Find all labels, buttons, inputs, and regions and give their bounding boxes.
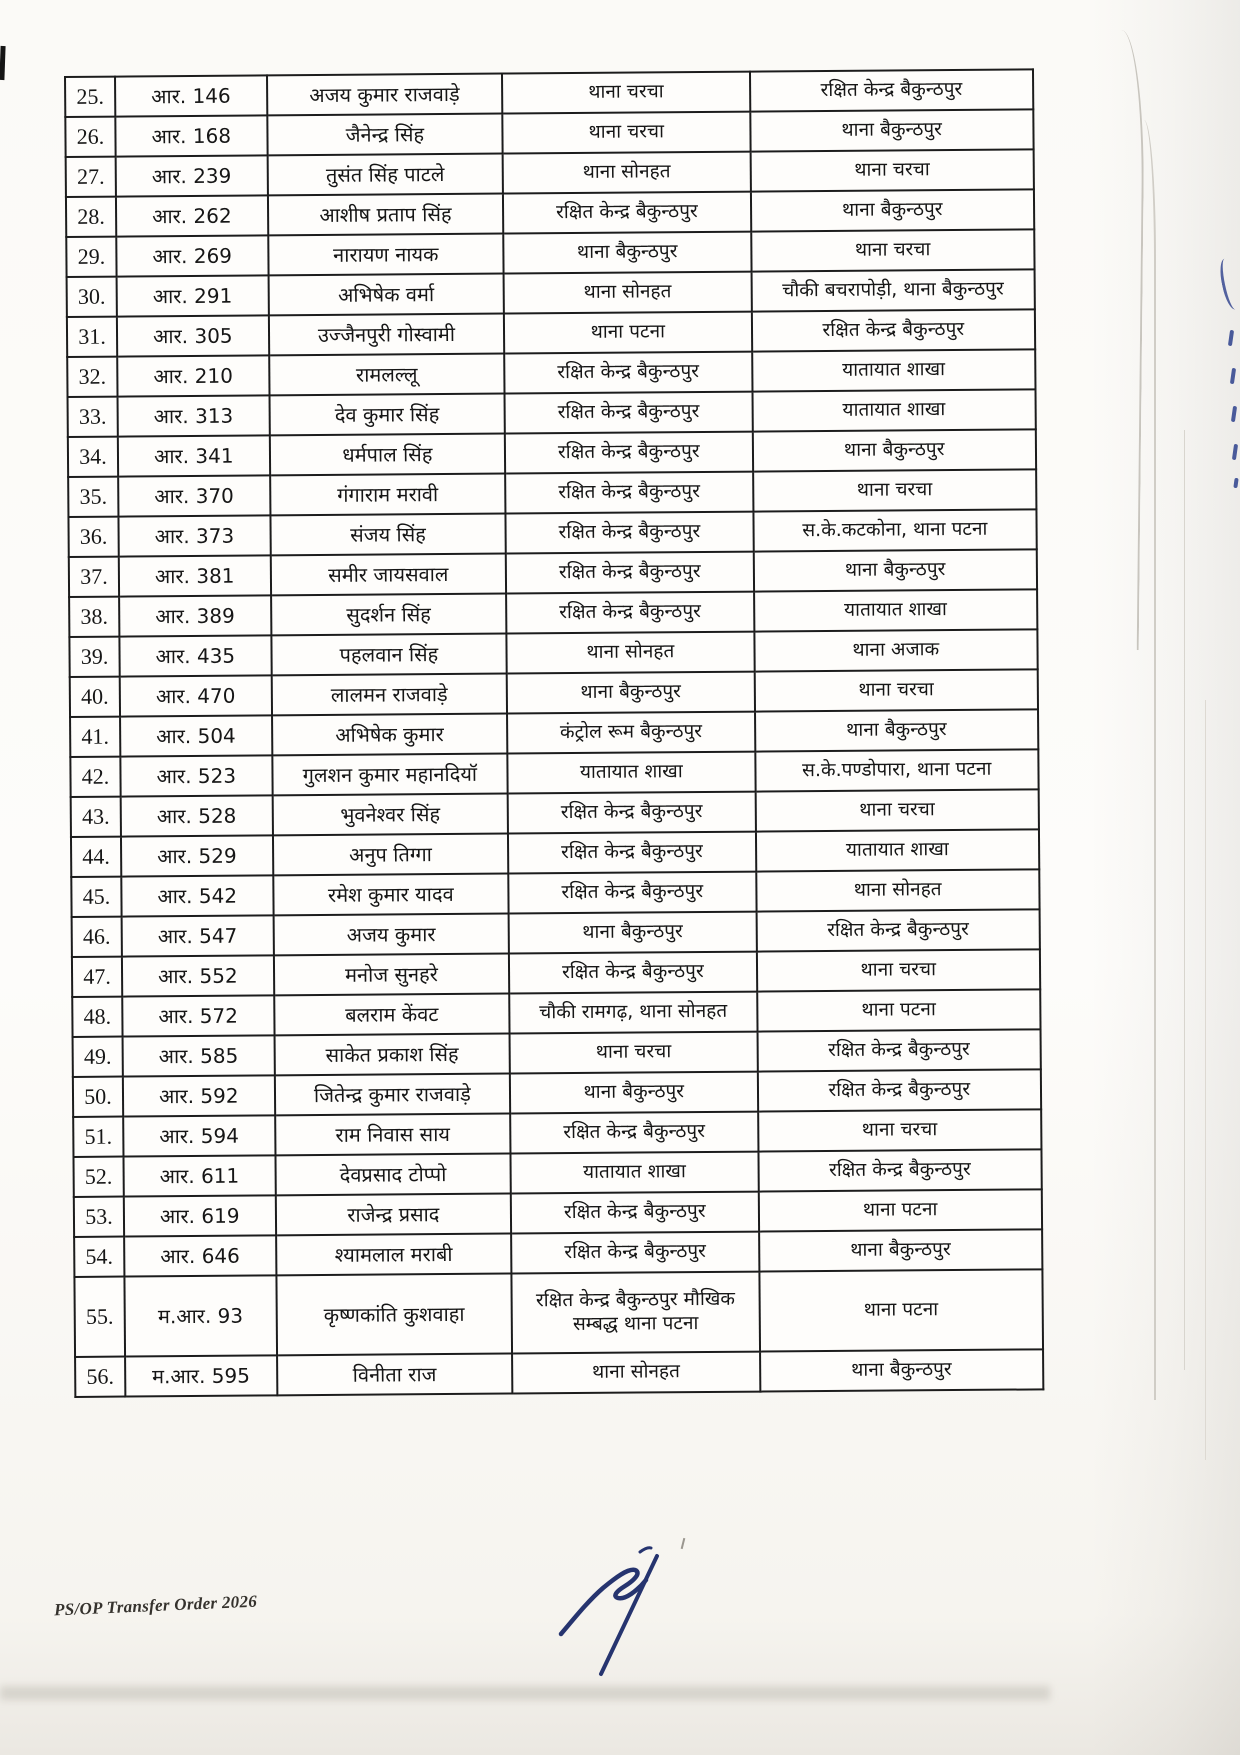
badge-number: आर. 210 bbox=[117, 355, 269, 396]
badge-number: आर. 435 bbox=[119, 635, 271, 676]
new-posting: थाना चरचा bbox=[756, 949, 1040, 991]
page-edge-line bbox=[1136, 120, 1156, 1400]
current-posting: रक्षित केन्द्र बैकुन्ठपुर bbox=[506, 592, 754, 634]
new-posting: स.के.कटकोना, थाना पटना bbox=[753, 509, 1037, 551]
badge-number: आर. 504 bbox=[120, 715, 272, 756]
badge-number: आर. 572 bbox=[122, 995, 274, 1036]
new-posting: यातायात शाखा bbox=[754, 589, 1038, 631]
current-posting: थाना बैकुन्ठपुर bbox=[510, 1072, 758, 1114]
person-name: बलराम केंवट bbox=[274, 994, 510, 1036]
badge-number: आर. 389 bbox=[119, 595, 271, 636]
current-posting: कंट्रोल रूम बैकुन्ठपुर bbox=[507, 712, 755, 754]
badge-number: आर. 370 bbox=[118, 475, 270, 516]
new-posting: थाना बैकुन्ठपुर bbox=[760, 1349, 1044, 1391]
current-posting: थाना सोनहत bbox=[503, 152, 751, 194]
person-name: देव कुमार सिंह bbox=[269, 394, 505, 436]
person-name: राजेन्द्र प्रसाद bbox=[275, 1194, 511, 1236]
current-posting: यातायात शाखा bbox=[511, 1152, 759, 1194]
new-posting: थाना चरचा bbox=[754, 669, 1038, 711]
current-posting: थाना बैकुन्ठपुर bbox=[509, 912, 757, 954]
current-posting: रक्षित केन्द्र बैकुन्ठपुर bbox=[511, 1192, 759, 1234]
table-body bbox=[65, 69, 1043, 1397]
serial-number: 33. bbox=[68, 397, 118, 437]
person-name: कृष्णकांति कुशवाहा bbox=[276, 1274, 512, 1356]
person-name: समीर जायसवाल bbox=[270, 554, 506, 596]
person-name: धर्मपाल सिंह bbox=[269, 434, 505, 476]
person-name: रमेश कुमार यादव bbox=[273, 874, 509, 916]
person-name: गुलशन कुमार महानदियॉ bbox=[272, 754, 508, 796]
page-edge-line bbox=[1173, 430, 1185, 1370]
person-name: लालमन राजवाड़े bbox=[271, 674, 507, 716]
new-posting: रक्षित केन्द्र बैकुन्ठपुर bbox=[750, 69, 1034, 111]
new-posting: थाना चरचा bbox=[755, 789, 1039, 831]
serial-number: 35. bbox=[68, 477, 118, 517]
new-posting: रक्षित केन्द्र बैकुन्ठपुर bbox=[756, 909, 1040, 951]
footer-note: PS/OP Transfer Order 2026 bbox=[53, 1591, 258, 1620]
serial-number: 50. bbox=[73, 1077, 123, 1117]
new-posting: थाना चरचा bbox=[750, 149, 1034, 191]
current-posting: थाना चरचा bbox=[502, 72, 750, 114]
badge-number: आर. 547 bbox=[122, 915, 274, 956]
badge-number: आर. 305 bbox=[117, 315, 269, 356]
new-posting: थाना बैकुन्ठपुर bbox=[752, 429, 1036, 471]
person-name: जैनेन्द्र सिंह bbox=[267, 114, 503, 156]
badge-number: आर. 592 bbox=[123, 1075, 275, 1116]
badge-number: आर. 523 bbox=[120, 755, 272, 796]
badge-number: म.आर. 93 bbox=[124, 1275, 276, 1356]
serial-number: 48. bbox=[72, 997, 122, 1037]
serial-number: 43. bbox=[71, 797, 121, 837]
badge-number: आर. 313 bbox=[117, 395, 269, 436]
person-name: अजय कुमार bbox=[273, 914, 509, 956]
new-posting: थाना पटना bbox=[758, 1189, 1042, 1231]
badge-number: आर. 291 bbox=[117, 275, 269, 316]
badge-number: आर. 269 bbox=[116, 235, 268, 276]
current-posting: थाना बैकुन्ठपुर bbox=[507, 672, 755, 714]
transfer-order-table bbox=[64, 68, 1044, 1398]
serial-number: 54. bbox=[74, 1237, 124, 1277]
serial-number: 51. bbox=[73, 1117, 123, 1157]
new-posting: रक्षित केन्द्र बैकुन्ठपुर bbox=[757, 1029, 1041, 1071]
badge-number: आर. 528 bbox=[121, 795, 273, 836]
current-posting: थाना बैकुन्ठपुर bbox=[503, 232, 751, 274]
table-row bbox=[74, 1269, 1043, 1357]
table-row bbox=[75, 1349, 1043, 1397]
person-name: पहलवान सिंह bbox=[271, 634, 507, 676]
new-posting: यातायात शाखा bbox=[755, 829, 1039, 871]
serial-number: 39. bbox=[69, 637, 119, 677]
serial-number: 37. bbox=[69, 557, 119, 597]
serial-number: 44. bbox=[71, 837, 121, 877]
serial-number: 42. bbox=[70, 757, 120, 797]
new-posting: थाना पटना bbox=[759, 1269, 1043, 1351]
badge-number: आर. 373 bbox=[118, 515, 270, 556]
badge-number: आर. 594 bbox=[123, 1115, 275, 1156]
current-posting: रक्षित केन्द्र बैकुन्ठपुर bbox=[505, 472, 753, 514]
person-name: संजय सिंह bbox=[270, 514, 506, 556]
current-posting: रक्षित केन्द्र बैकुन्ठपुर bbox=[508, 872, 756, 914]
current-posting: रक्षित केन्द्र बैकुन्ठपुर bbox=[505, 432, 753, 474]
person-name: अभिषेक वर्मा bbox=[268, 274, 504, 316]
person-name: मनोज सुनहरे bbox=[274, 954, 510, 996]
new-posting: थाना चरचा bbox=[753, 469, 1037, 511]
current-posting: रक्षित केन्द्र बैकुन्ठपुर bbox=[505, 392, 753, 434]
new-posting: थाना बैकुन्ठपुर bbox=[753, 549, 1037, 591]
current-posting: थाना चरचा bbox=[510, 1032, 758, 1074]
current-posting: रक्षित केन्द्र बैकुन्ठपुर bbox=[508, 792, 756, 834]
person-name: अभिषेक कुमार bbox=[272, 714, 508, 756]
current-posting: थाना चरचा bbox=[502, 112, 750, 154]
page-edge-line bbox=[1196, 700, 1206, 1460]
person-name: नारायण नायक bbox=[268, 234, 504, 276]
current-posting: रक्षित केन्द्र बैकुन्ठपुर bbox=[509, 952, 757, 994]
new-posting: स.के.पण्डोपारा, थाना पटना bbox=[755, 749, 1039, 791]
serial-number: 41. bbox=[70, 717, 120, 757]
badge-number: आर. 239 bbox=[116, 155, 268, 196]
current-posting: रक्षित केन्द्र बैकुन्ठपुर bbox=[506, 512, 754, 554]
new-posting: रक्षित केन्द्र बैकुन्ठपुर bbox=[751, 309, 1035, 351]
person-name: उज्जैनपुरी गोस्वामी bbox=[269, 314, 505, 356]
serial-number: 40. bbox=[70, 677, 120, 717]
person-name: तुसंत सिंह पाटले bbox=[267, 154, 503, 196]
serial-number: 31. bbox=[67, 317, 117, 357]
new-posting: यातायात शाखा bbox=[752, 389, 1036, 431]
badge-number: आर. 341 bbox=[118, 435, 270, 476]
current-posting: रक्षित केन्द्र बैकुन्ठपुर bbox=[508, 832, 756, 874]
new-posting: थाना बैकुन्ठपुर bbox=[750, 189, 1034, 231]
new-posting: थाना बैकुन्ठपुर bbox=[750, 109, 1034, 151]
serial-number: 53. bbox=[74, 1197, 124, 1237]
new-posting: थाना अजाक bbox=[754, 629, 1038, 671]
badge-number: आर. 611 bbox=[123, 1155, 275, 1196]
new-posting: चौकी बचरापोड़ी, थाना बैकुन्ठपुर bbox=[751, 269, 1035, 311]
badge-number: आर. 381 bbox=[119, 555, 271, 596]
badge-number: आर. 470 bbox=[120, 675, 272, 716]
serial-number: 45. bbox=[71, 877, 121, 917]
new-posting: रक्षित केन्द्र बैकुन्ठपुर bbox=[757, 1069, 1041, 1111]
badge-number: आर. 619 bbox=[124, 1195, 276, 1236]
serial-number: 47. bbox=[72, 957, 122, 997]
badge-number: आर. 542 bbox=[121, 875, 273, 916]
serial-number: 49. bbox=[73, 1037, 123, 1077]
current-posting: रक्षित केन्द्र बैकुन्ठपुर bbox=[510, 1112, 758, 1154]
badge-number: आर. 262 bbox=[116, 195, 268, 236]
scan-artifact bbox=[681, 1538, 686, 1549]
person-name: गंगाराम मरावी bbox=[270, 474, 506, 516]
badge-number: आर. 146 bbox=[115, 75, 267, 116]
badge-number: आर. 552 bbox=[122, 955, 274, 996]
new-posting: थाना बैकुन्ठपुर bbox=[759, 1229, 1043, 1271]
current-posting: थाना सोनहत bbox=[504, 272, 752, 314]
new-posting: रक्षित केन्द्र बैकुन्ठपुर bbox=[758, 1149, 1042, 1191]
serial-number: 25. bbox=[65, 77, 115, 117]
person-name: भुवनेश्वर सिंह bbox=[272, 794, 508, 836]
person-name: विनीता राज bbox=[277, 1354, 513, 1396]
badge-number: आर. 168 bbox=[115, 115, 267, 156]
serial-number: 36. bbox=[68, 517, 118, 557]
new-posting: यातायात शाखा bbox=[752, 349, 1036, 391]
serial-number: 26. bbox=[65, 117, 115, 157]
serial-number: 34. bbox=[68, 437, 118, 477]
serial-number: 38. bbox=[69, 597, 119, 637]
new-posting: थाना बैकुन्ठपुर bbox=[755, 709, 1039, 751]
current-posting: थाना पटना bbox=[504, 312, 752, 354]
page-shadow bbox=[0, 1686, 1050, 1700]
person-name: आशीष प्रताप सिंह bbox=[268, 194, 504, 236]
badge-number: आर. 585 bbox=[122, 1035, 274, 1076]
current-posting: यातायात शाखा bbox=[507, 752, 755, 794]
serial-number: 28. bbox=[66, 197, 116, 237]
serial-number: 52. bbox=[73, 1157, 123, 1197]
serial-number: 29. bbox=[66, 237, 116, 277]
person-name: रामलल्लू bbox=[269, 354, 505, 396]
person-name: साकेत प्रकाश सिंह bbox=[274, 1034, 510, 1076]
serial-number: 46. bbox=[72, 917, 122, 957]
person-name: अजय कुमार राजवाड़े bbox=[267, 74, 503, 116]
person-name: जितेन्द्र कुमार राजवाड़े bbox=[274, 1074, 510, 1116]
serial-number: 32. bbox=[67, 357, 117, 397]
badge-number: म.आर. 595 bbox=[125, 1355, 277, 1396]
current-posting: थाना सोनहत bbox=[512, 1352, 760, 1394]
new-posting: थाना पटना bbox=[757, 989, 1041, 1031]
current-posting: रक्षित केन्द्र बैकुन्ठपुर मौखिक सम्बद्ध थाना पटना bbox=[512, 1272, 760, 1354]
person-name: देवप्रसाद टोप्पो bbox=[275, 1154, 511, 1196]
serial-number: 56. bbox=[75, 1357, 125, 1397]
serial-number: 30. bbox=[67, 277, 117, 317]
scan-artifact bbox=[0, 46, 6, 80]
person-name: अनुप तिग्गा bbox=[273, 834, 509, 876]
new-posting: थाना सोनहत bbox=[756, 869, 1040, 911]
current-posting: रक्षित केन्द्र बैकुन्ठपुर bbox=[511, 1232, 759, 1274]
serial-number: 55. bbox=[74, 1277, 125, 1357]
signature-mark bbox=[545, 1540, 675, 1685]
current-posting: चौकी रामगढ़, थाना सोनहत bbox=[509, 992, 757, 1034]
person-name: सुदर्शन सिंह bbox=[271, 594, 507, 636]
person-name: श्यामलाल मराबी bbox=[276, 1234, 512, 1276]
current-posting: रक्षित केन्द्र बैकुन्ठपुर bbox=[503, 192, 751, 234]
serial-number: 27. bbox=[66, 157, 116, 197]
person-name: राम निवास साय bbox=[275, 1114, 511, 1156]
new-posting: थाना चरचा bbox=[758, 1109, 1042, 1151]
badge-number: आर. 646 bbox=[124, 1235, 276, 1276]
current-posting: रक्षित केन्द्र बैकुन्ठपुर bbox=[506, 552, 754, 594]
current-posting: रक्षित केन्द्र बैकुन्ठपुर bbox=[504, 352, 752, 394]
new-posting: थाना चरचा bbox=[751, 229, 1035, 271]
badge-number: आर. 529 bbox=[121, 835, 273, 876]
current-posting: थाना सोनहत bbox=[507, 632, 755, 674]
